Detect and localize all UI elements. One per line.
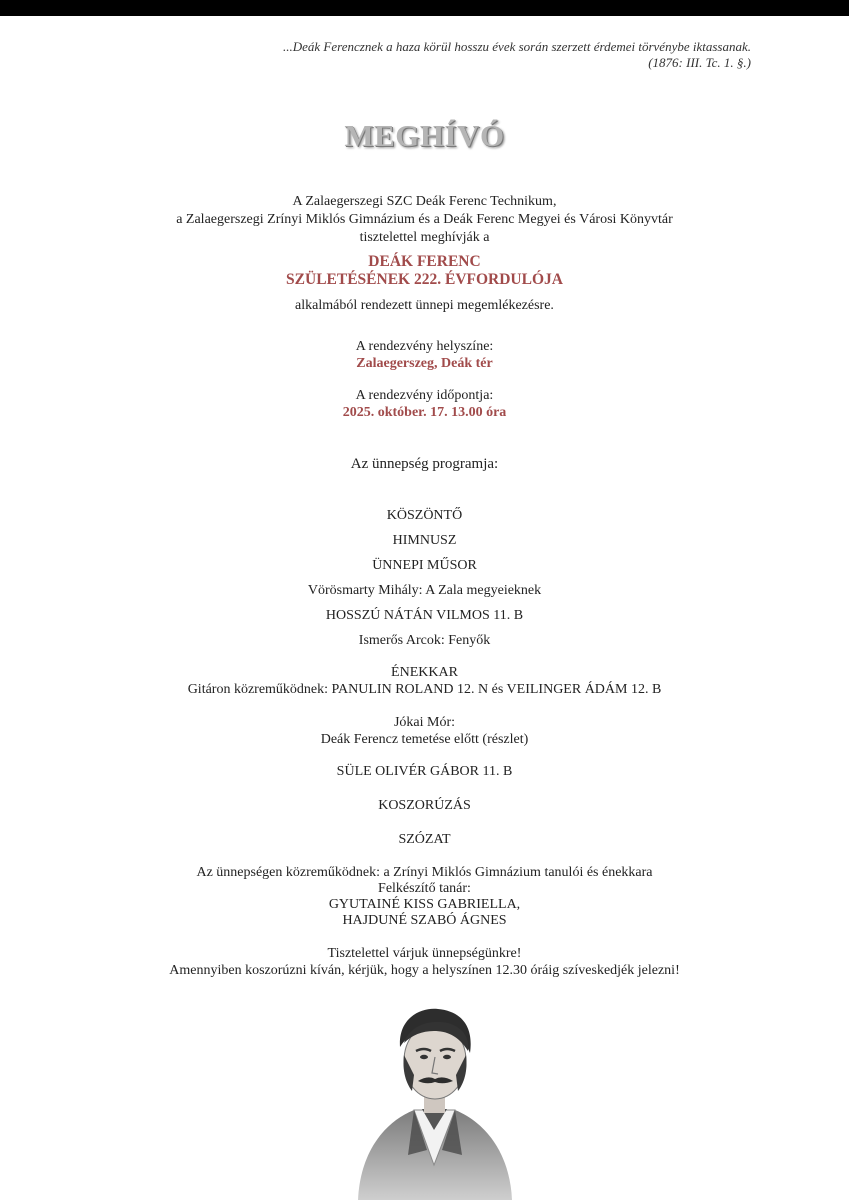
intro-line-2: a Zalaegerszegi Zrínyi Miklós Gimnázium és a Deák Ferenc Megyei és Városi Könyvtár <box>176 212 673 227</box>
event-name-line-2: SZÜLETÉSÉNEK 222. ÉVFORDULÓJA <box>286 271 563 288</box>
top-border-bar <box>0 0 849 16</box>
page-title: MEGHÍVÓ <box>344 118 505 153</box>
program-item: Vörösmarty Mihály: A Zala megyeieknek <box>307 583 542 598</box>
program-item: SZÓZAT <box>398 832 451 847</box>
program-item: KOSZORÚZÁS <box>378 798 471 813</box>
intro-line-3: tisztelettel meghívják a <box>359 230 490 245</box>
venue-label: A rendezvény helyszíne: <box>355 339 494 354</box>
program-item: KÖSZÖNTŐ <box>386 508 463 523</box>
time-label: A rendezvény időpontja: <box>355 388 494 403</box>
header-quote <box>111 39 751 71</box>
program-item: ÜNNEPI MŰSOR <box>372 558 477 573</box>
closing-line-2: Amennyiben koszorúzni kíván, kérjük, hogy a helyszínen 12.30 óráig szíveskedjék jelezni! <box>169 963 680 978</box>
credits-line-1: Az ünnepségen közreműködnek: a Zrínyi Miklós Gimnázium tanulói és énekkara <box>196 865 653 880</box>
venue-value: Zalaegerszeg, Deák tér <box>356 356 493 371</box>
credits-line-2: Felkészítő tanár: <box>378 881 471 896</box>
program-item: Gitáron közreműködnek: PANULIN ROLAND 12. N és VEILINGER ÁDÁM 12. B <box>187 682 662 697</box>
quote-line-1: ...Deák Ferencznek a haza körül hosszu évek során szerzett érdemei törvénybe iktassanak. <box>283 39 751 54</box>
time-value: 2025. október. 17. 13.00 óra <box>342 405 507 420</box>
credits-line-4: HAJDUNÉ SZABÓ ÁGNES <box>342 913 507 928</box>
event-occasion: alkalmából rendezett ünnepi megemlékezésre. <box>295 298 554 313</box>
program-item: Ismerős Arcok: Fenyők <box>358 633 491 648</box>
program-item: ÉNEKKAR <box>391 665 458 680</box>
program-heading: Az ünnepség programja: <box>350 456 499 472</box>
program-item: Jókai Mór: <box>393 715 456 730</box>
program-item: SÜLE OLIVÉR GÁBOR 11. B <box>336 764 513 779</box>
quote-line-2: (1876: III. Tc. 1. §.) <box>648 55 751 70</box>
program-item: Deák Ferencz temetése előtt (részlet) <box>320 732 529 747</box>
deak-ferenc-portrait <box>352 1005 517 1200</box>
credits-line-3: GYUTAINÉ KISS GABRIELLA, <box>328 897 521 912</box>
closing-line-1: Tisztelettel várjuk ünnepségünkre! <box>327 946 522 961</box>
intro-line-1: A Zalaegerszegi SZC Deák Ferenc Technikum, <box>292 194 557 209</box>
event-name-line-1: DEÁK FERENC <box>368 253 481 270</box>
program-item: HIMNUSZ <box>392 533 457 548</box>
program-item: HOSSZÚ NÁTÁN VILMOS 11. B <box>325 608 524 623</box>
